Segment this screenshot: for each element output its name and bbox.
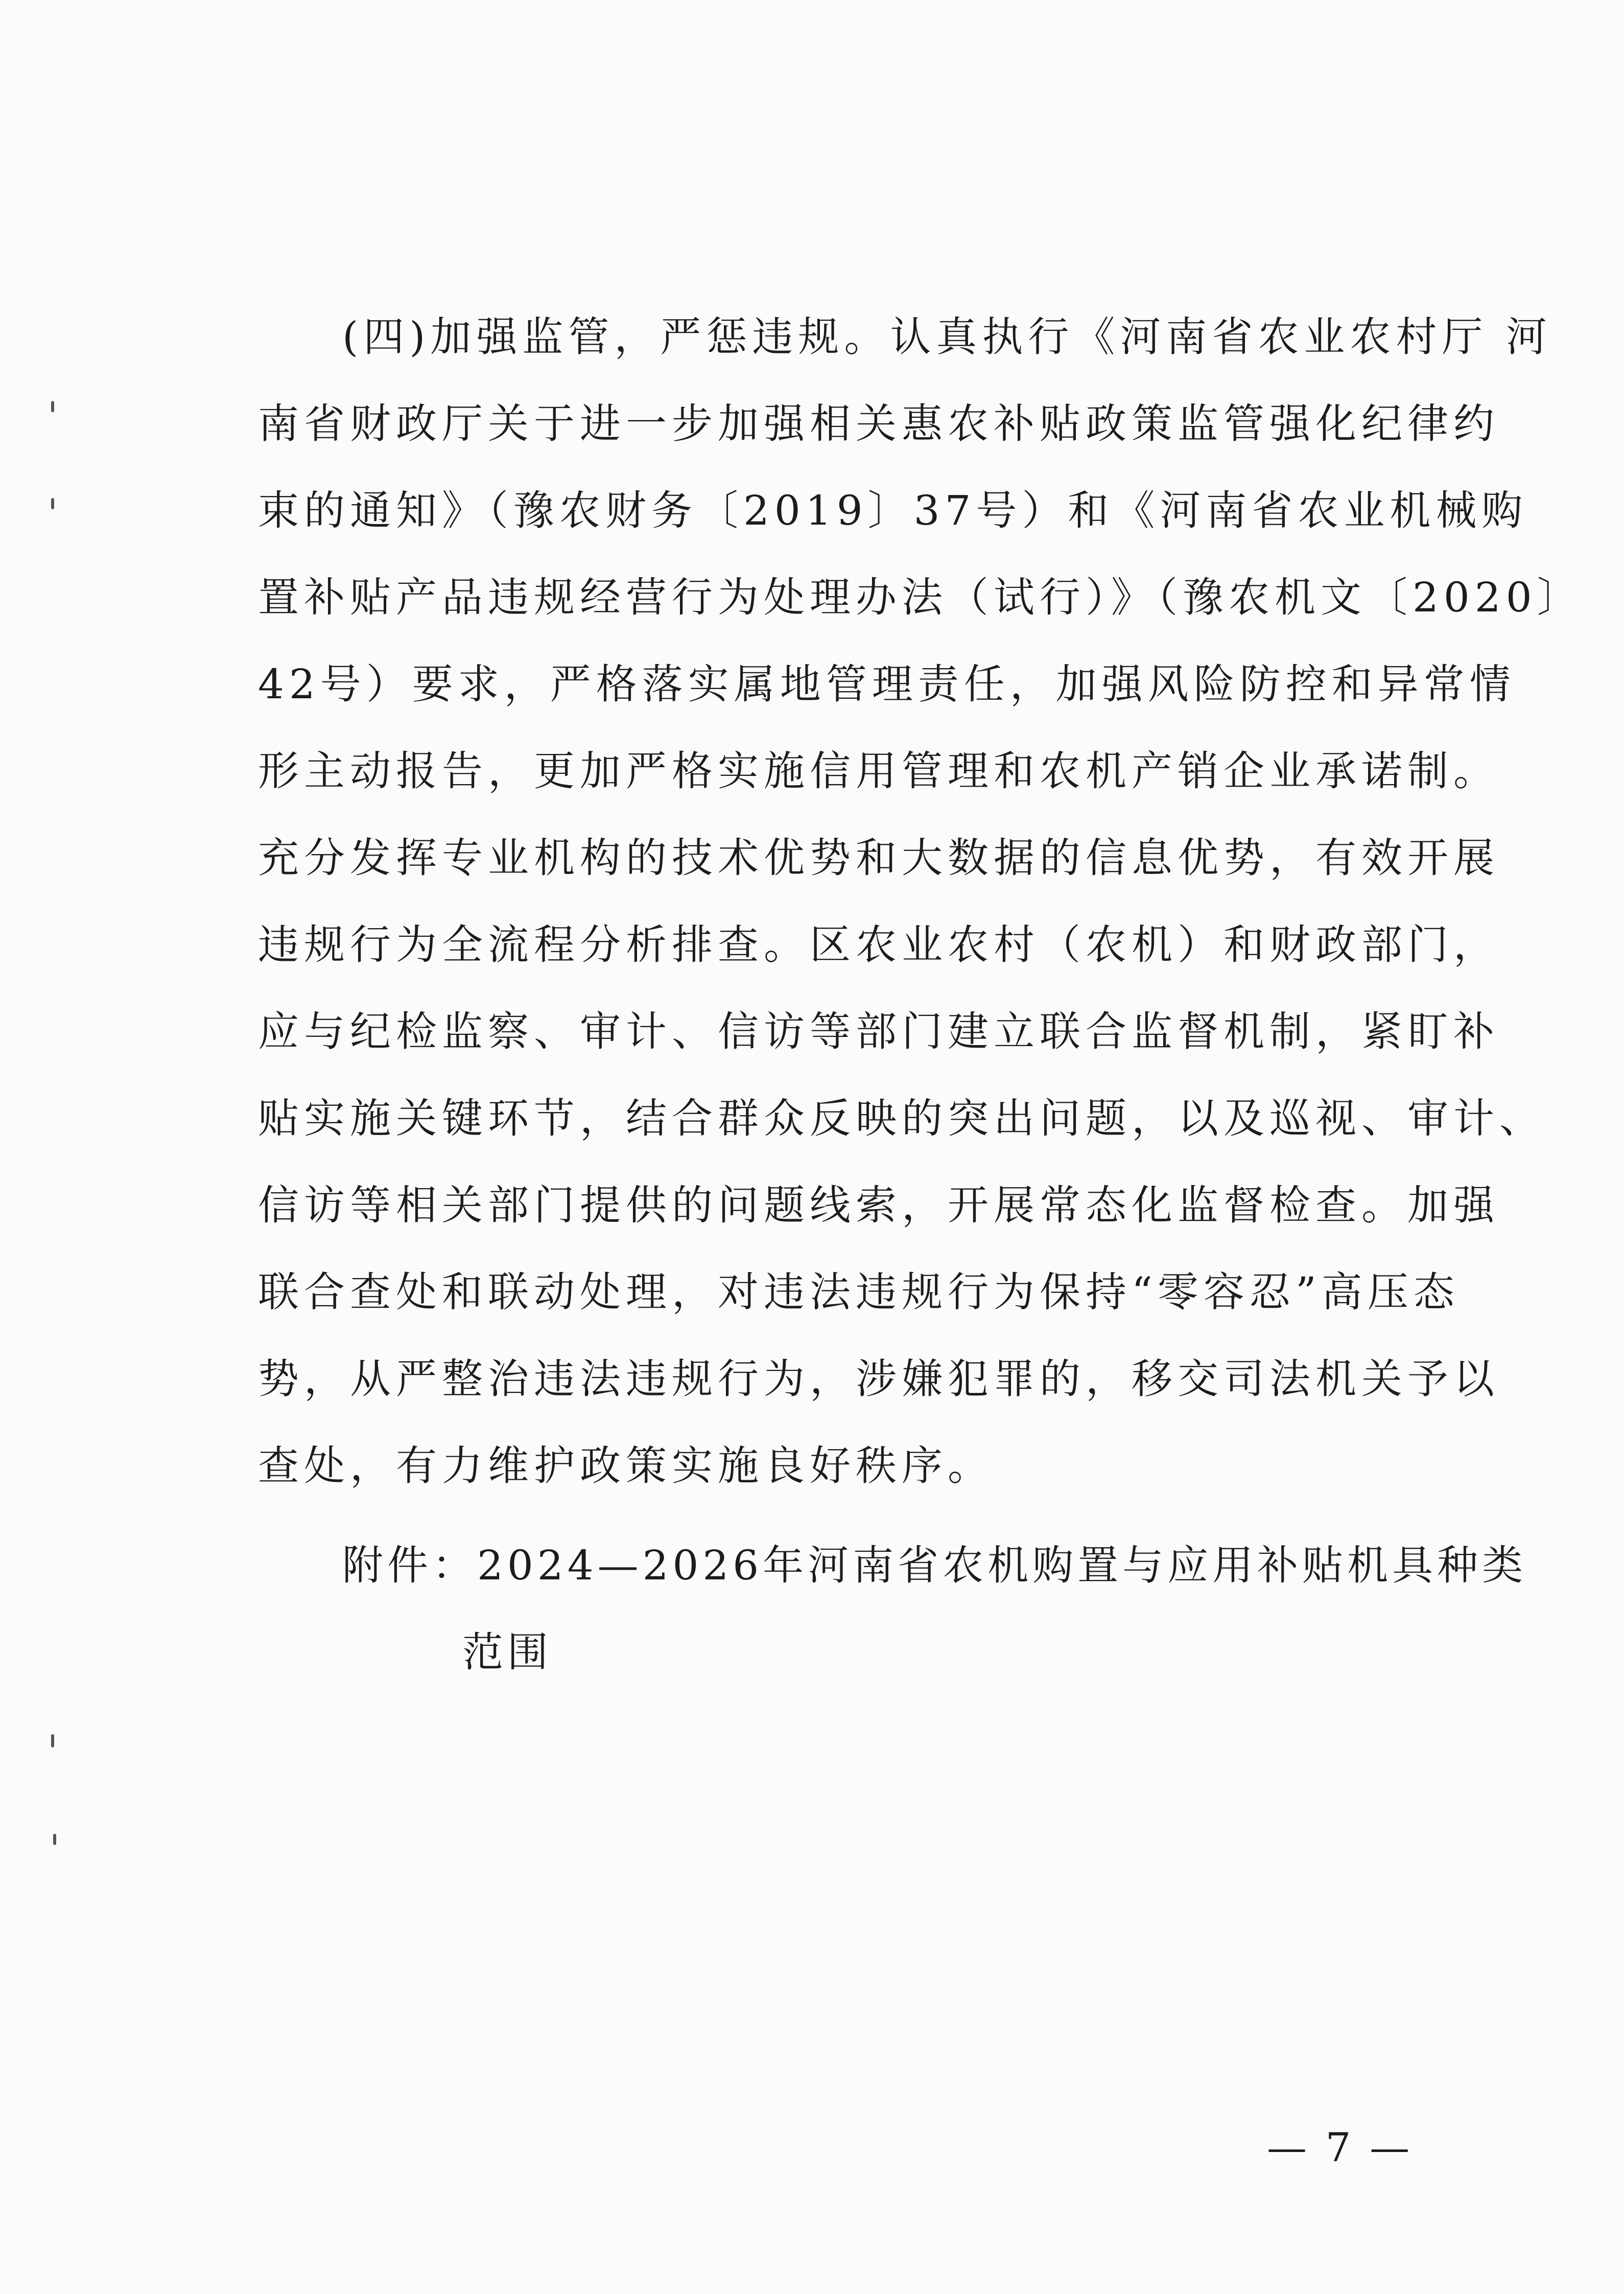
paragraph-line: 形主动报告，更加严格实施信用管理和农机产销企业承诺制。: [258, 747, 1499, 795]
scan-mark: [53, 1834, 56, 1845]
attachment-line: 附件：2024—2026年河南省农机购置与应用补贴机具种类: [342, 1542, 1527, 1589]
page-number: — 7 —: [1267, 2125, 1413, 2171]
paragraph-line: 充分发挥专业机构的技术优势和大数据的信息优势，有效开展: [258, 834, 1499, 882]
paragraph-line: 束的通知》（豫农财务〔2019〕37号）和《河南省农业机械购: [258, 487, 1528, 534]
scan-mark: [51, 1734, 54, 1747]
attachment-note: [342, 1522, 1527, 1696]
attachment-line: 范围: [462, 1628, 552, 1676]
scan-mark: [51, 401, 54, 412]
paragraph-line: 贴实施关键环节，结合群众反映的突出问题，以及巡视、审计、: [258, 1095, 1545, 1142]
scan-mark: [51, 498, 54, 509]
paragraph-line: 违规行为全流程分析排查。区农业农村（农机）和财政部门，: [258, 921, 1499, 968]
paragraph-line: 信访等相关部门提供的问题线索，开展常态化监督检查。加强: [258, 1181, 1499, 1229]
paragraph-line: 南省财政厅关于进一步加强相关惠农补贴政策监管强化纪律约: [258, 400, 1499, 447]
paragraph-line: 势，从严整治违法违规行为，涉嫌犯罪的，移交司法机关予以: [258, 1355, 1499, 1403]
paragraph-line: 查处，有力维护政策实施良好秩序。: [258, 1442, 994, 1489]
paragraph-line: 42号）要求，严格落实属地管理责任，加强风险防控和异常情: [258, 660, 1516, 708]
paragraph-line: 应与纪检监察、审计、信访等部门建立联合监督机制，紧盯补: [258, 1008, 1499, 1055]
paragraph-line: 联合查处和联动处理，对违法违规行为保持“零容忍”高压态: [258, 1268, 1460, 1316]
body-paragraph: [258, 294, 1583, 1509]
paragraph-line: (四)加强监管，严惩违规。认真执行《河南省农业农村厅 河: [342, 313, 1552, 361]
paragraph-line: 置补贴产品违规经营行为处理办法（试行）》（豫农机文〔2020〕: [258, 574, 1583, 621]
